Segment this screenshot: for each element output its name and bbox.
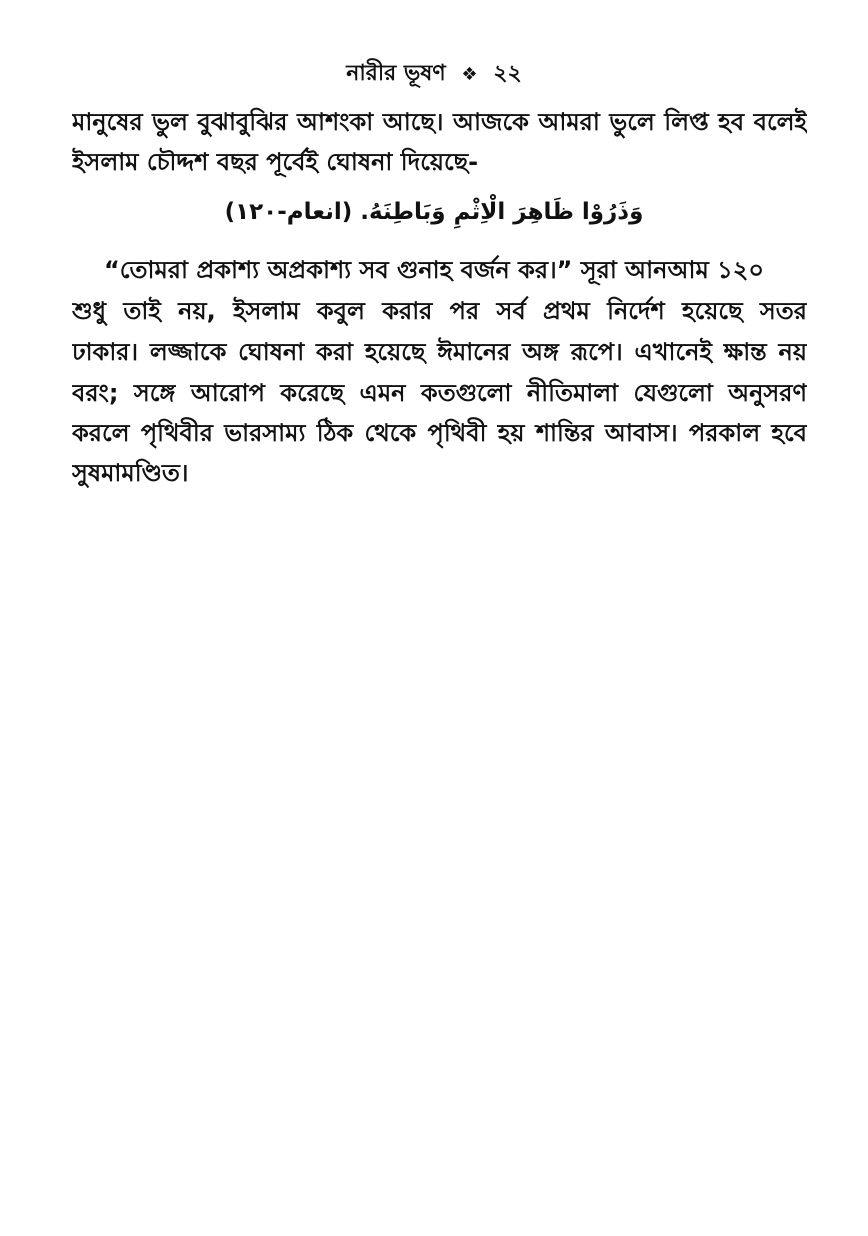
body-line-7: সুষমামণ্ডিত।: [72, 459, 189, 487]
body-line-1: মানুষের ভুল বুঝাবুঝির আশংকা আছে। আজকে আমরা ভুলে লিপ্ত হব বলেই: [72, 108, 807, 136]
body-line-3: শুধু তাই নয়, ইসলাম কবুল করার পর সর্ব প্রথম নির্দেশ হয়েছে সতর: [72, 297, 807, 325]
body-line-4: ঢাকার। লজ্জাকে ঘোষনা করা হয়েছে ঈমানের অঙ্গ রূপে। এখানেই ক্ষান্ত নয়: [72, 338, 807, 366]
separator-ornament: ❖: [461, 64, 478, 85]
book-title: নারীর ভূষণ: [346, 61, 446, 86]
page-number: ২২: [493, 61, 522, 86]
running-header: [0, 58, 868, 91]
body-line-6: করলে পৃথিবীর ভারসাম্য ঠিক থেকে পৃথিবী হয় শান্তির আবাস। পরকাল হবে: [72, 419, 807, 447]
quote-line-1: “তোমরা প্রকাশ্য অপ্রকাশ্য সব গুনাহ বর্জন কর।” সূরা আনআম ১২০: [104, 256, 764, 284]
body-line-2: ইসলাম চৌদ্দশ বছর পূর্বেই ঘোষনা দিয়েছে-: [72, 148, 479, 176]
body-line-5: বরং; সঙ্গে আরোপ করেছে এমন কতগুলো নীতিমালা যেগুলো অনুসরণ: [72, 379, 807, 407]
arabic-verse: وَذَرُوْا ظَاهِرَ الْاِثْمِ وَبَاطِنَهُ. (انعام-١٢٠): [224, 199, 644, 225]
